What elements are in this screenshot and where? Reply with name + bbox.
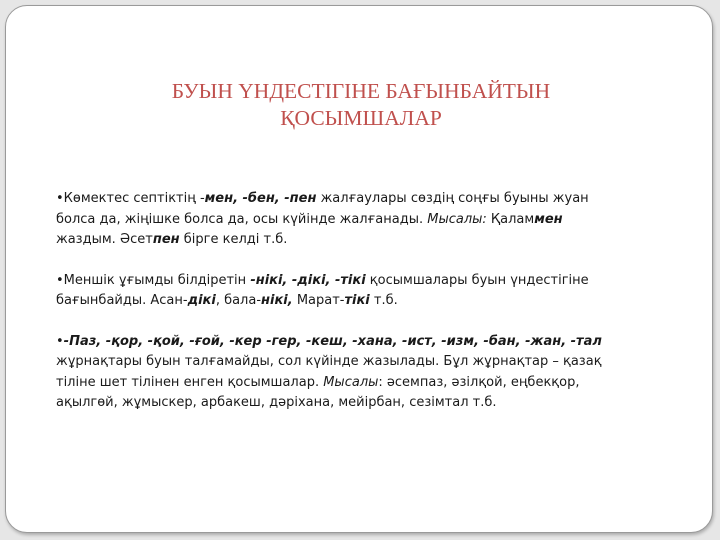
text-run: тіліне шет тілінен енген қосымшалар. (56, 374, 324, 390)
suffix-emphasis: пен (152, 232, 180, 247)
text-run: жаздым. Әсет (56, 232, 153, 247)
example-label: Мысалы (323, 374, 379, 390)
text-line (56, 230, 676, 251)
text-run: •Меншік ұғымды білдіретін (56, 272, 251, 288)
text-line: ақылгөй, жұмыскер, арбакеш, дәріхана, мейірбан, сезімтал т.б. (56, 395, 497, 410)
text-run: қосымшалары буын үндестігіне (365, 272, 589, 288)
text-line (56, 291, 676, 312)
text-run: т.б. (369, 293, 398, 308)
example-label: Мысалы: (427, 211, 487, 227)
title-line-2: ҚОСЫМШАЛАР (280, 106, 442, 130)
text-line (56, 332, 676, 353)
slide-body (56, 189, 676, 434)
text-run: болса да, жіңішке болса да, осы күйінде жалғанады. (56, 211, 428, 227)
suffix-emphasis: тікі (344, 293, 370, 308)
text-line (56, 373, 676, 394)
text-run: , бала- (215, 293, 262, 308)
text-run: Қалам (486, 211, 535, 227)
text-run: •Көмектес септіктің - (56, 191, 205, 206)
paragraph-derivational-suffix (56, 332, 676, 414)
text-run: • (56, 333, 64, 349)
slide (5, 5, 713, 533)
text-run: Марат- (292, 293, 345, 308)
text-line: жұрнақтары буын талғамайды, сол күйінде жазылады. Бұл жұрнақтар – қазақ (56, 354, 602, 369)
text-line (56, 189, 676, 210)
suffix-emphasis: -нікі, -дікі, -тікі (250, 272, 366, 288)
slide-title (86, 78, 636, 132)
paragraph-comitative-case (56, 189, 676, 251)
suffix-emphasis: нікі, (261, 293, 293, 308)
text-run: бірге келді т.б. (179, 232, 288, 247)
text-line (56, 271, 676, 292)
suffix-emphasis: дікі (187, 293, 216, 308)
suffix-emphasis: -Паз, -қор, -қой, -ғой, -кер -гер, -кеш, -хана, -ист, -изм, -бан, -жан, -тал (63, 333, 602, 349)
text-run: бағынбайды. Асан- (56, 293, 188, 308)
suffix-emphasis: мен, -бен, -пен (204, 191, 317, 206)
title-line-1: БУЫН ҮНДЕСТІГІНЕ БАҒЫНБАЙТЫН (171, 79, 551, 103)
suffix-emphasis: мен (534, 211, 563, 227)
text-run: жалғаулары сөздің соңғы буыны жуан (316, 191, 589, 206)
text-line (56, 210, 676, 231)
paragraph-possessive-suffix (56, 271, 676, 312)
text-run: : әсемпаз, әзілқой, еңбекқор, (378, 374, 580, 390)
